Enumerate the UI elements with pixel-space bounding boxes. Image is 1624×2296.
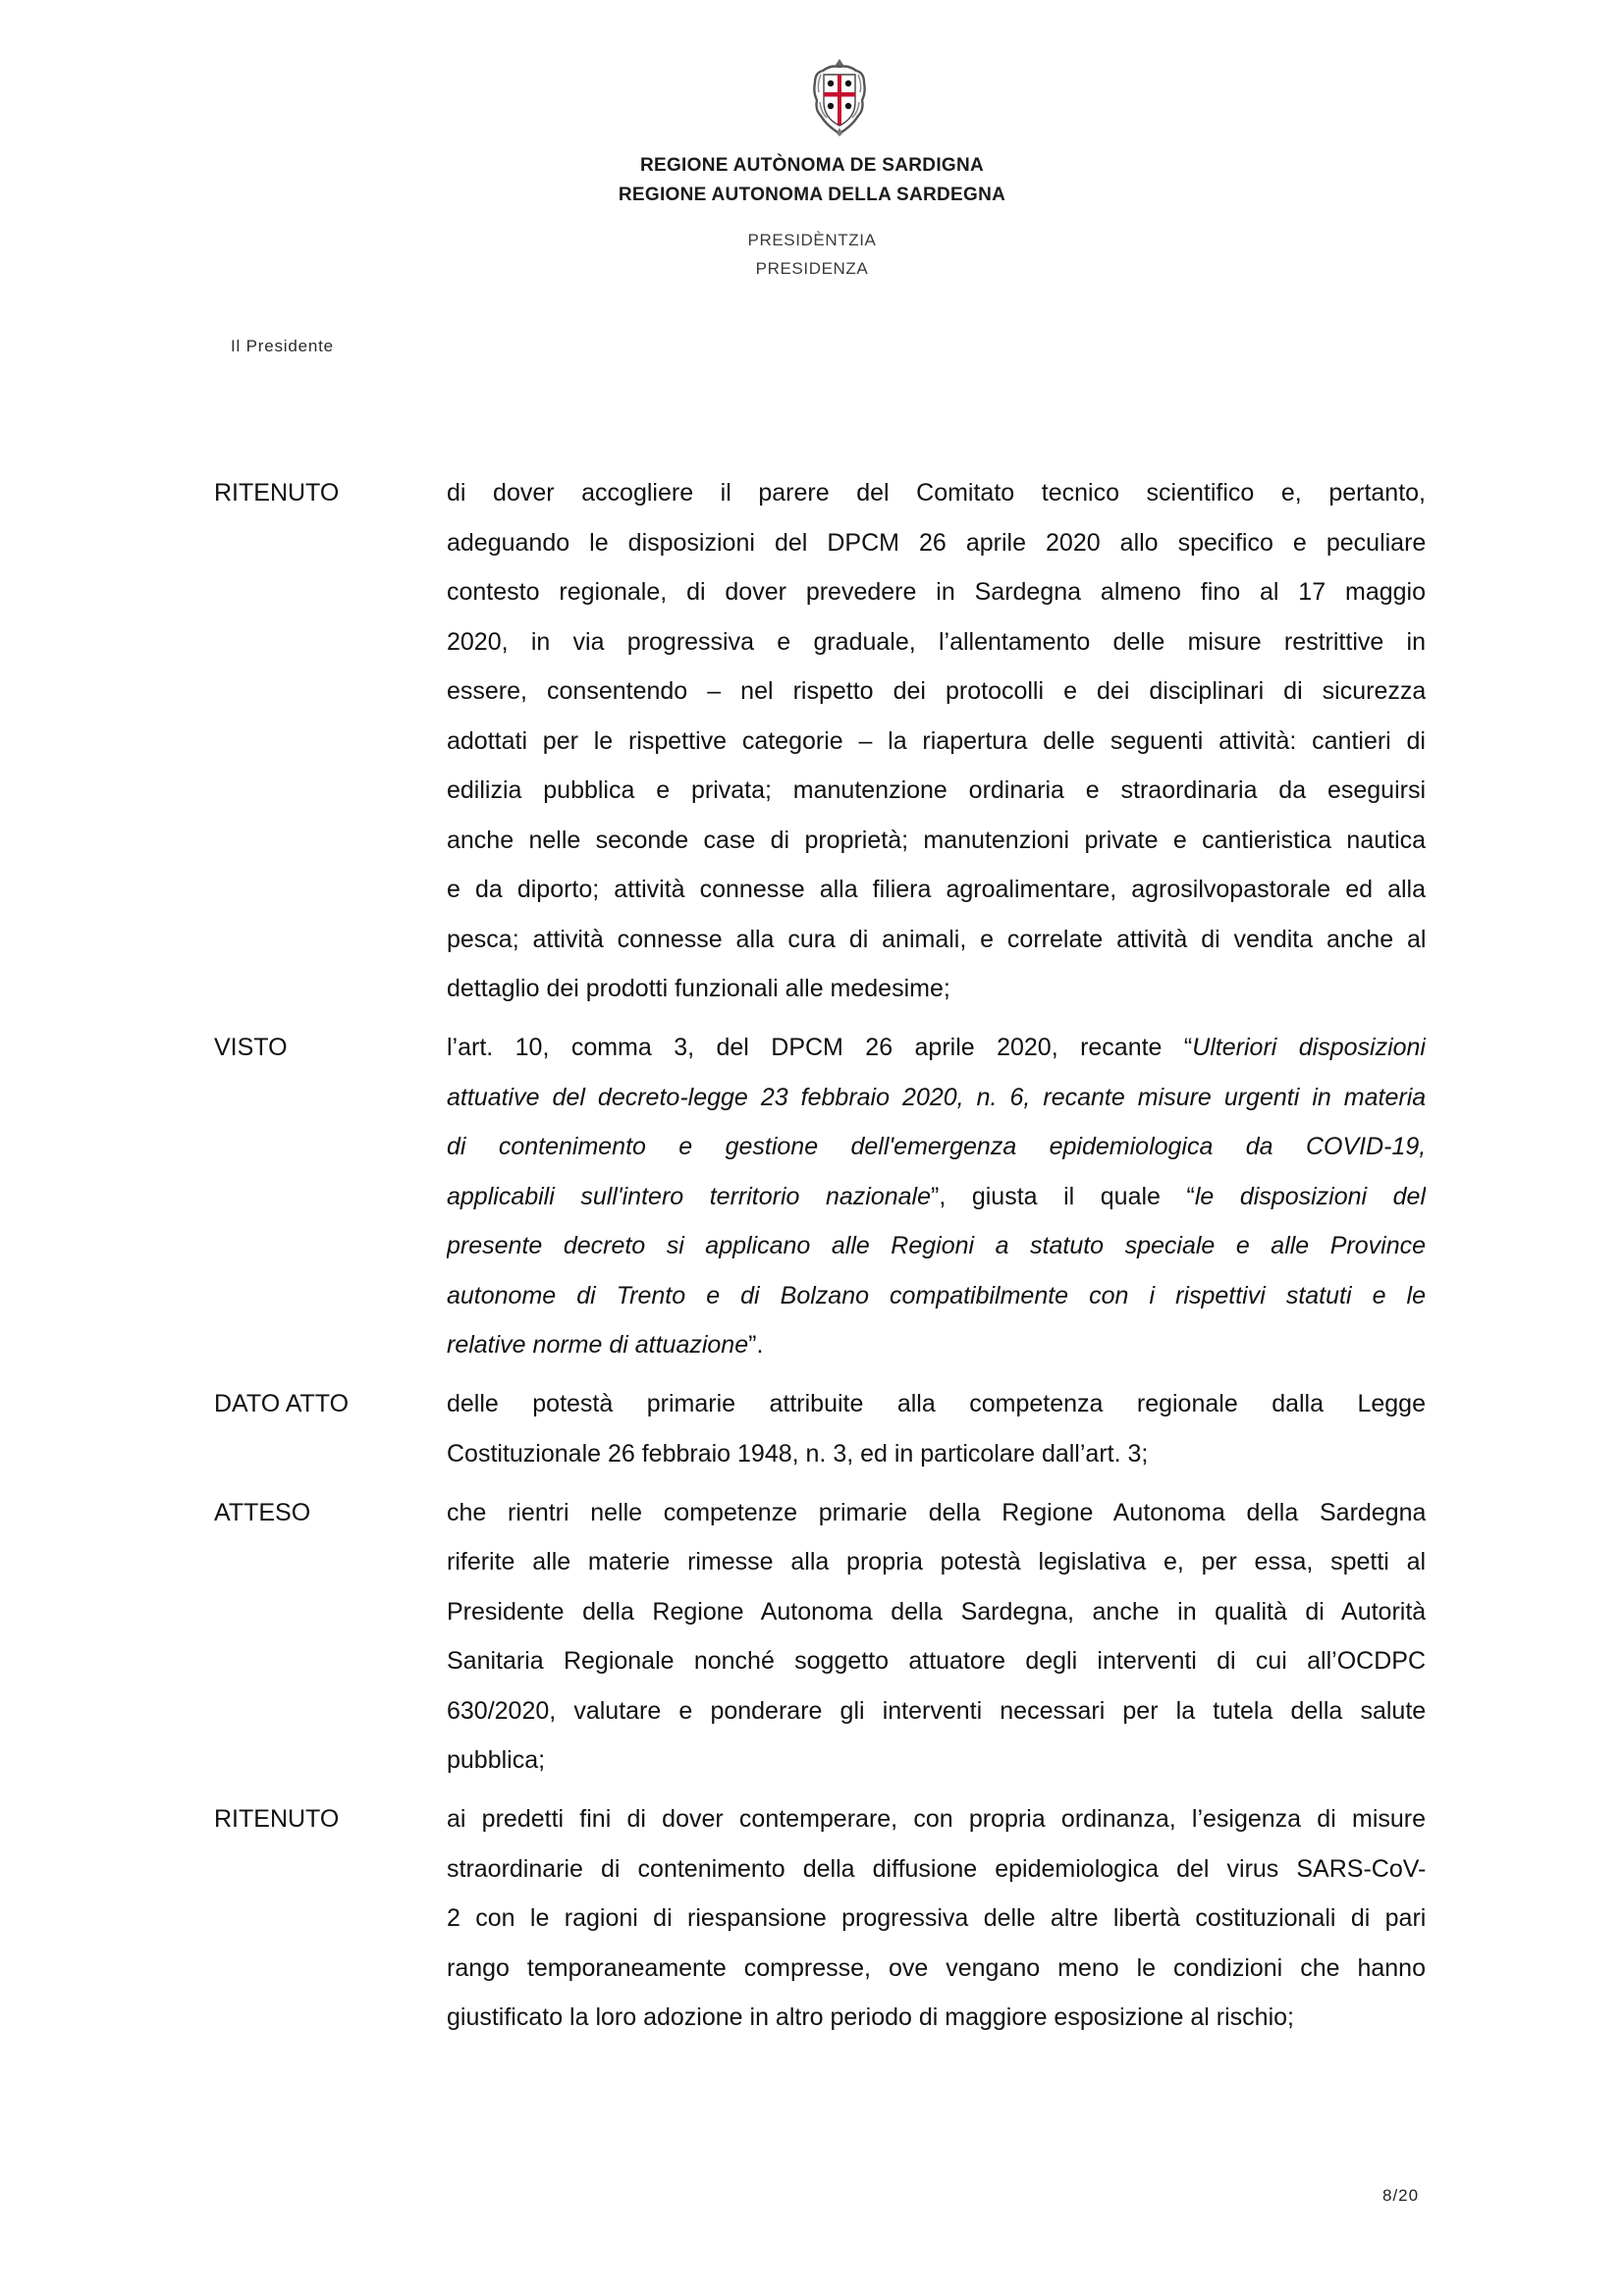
text-line: [447, 1587, 1426, 1637]
text-segment: anche nelle seconde case di proprietà; manutenzioni private e cantieristica nautica: [447, 826, 1426, 854]
text-line: [447, 1686, 1426, 1736]
quoted-italic-text: applicabili sull'intero territorio nazionale: [447, 1182, 932, 1210]
text-segment: 630/2020, valutare e ponderare gli interventi necessari per la tutela della salute: [447, 1696, 1426, 1725]
text-line: [447, 1379, 1426, 1429]
recital-label: RITENUTO: [214, 479, 340, 507]
recital-text: [447, 468, 1426, 1014]
text-segment: rango temporaneamente compresse, ove vengano meno le condizioni che hanno: [447, 1953, 1426, 1982]
text-segment: Sanitaria Regionale nonché soggetto attuatore degli interventi di cui all’OCDPC: [447, 1647, 1426, 1675]
text-segment: Presidente della Regione Autonoma della Sardegna, anche in qualità di Autorità: [447, 1597, 1426, 1626]
text-line: [447, 1636, 1426, 1686]
recital-text: [447, 1794, 1426, 2043]
text-segment: e da diporto; attività connesse alla filiera agroalimentare, agrosilvopastorale ed alla: [447, 876, 1426, 903]
text-line: [447, 816, 1426, 866]
text-line: [447, 1429, 1426, 1479]
text-line: [447, 1023, 1426, 1073]
recital-text: [447, 1379, 1426, 1478]
text-segment: giustificato la loro adozione in altro periodo di maggiore esposizione al rischio;: [447, 2003, 1294, 2031]
text-segment: che rientri nelle competenze primarie della Regione Autonoma della Sardegna: [447, 1498, 1426, 1526]
text-segment: straordinarie di contenimento della diffusione epidemiologica del virus SARS-CoV-: [447, 1854, 1426, 1883]
text-segment: edilizia pubblica e privata; manutenzione ordinaria e straordinaria da eseguirsi: [447, 776, 1426, 804]
text-line: [447, 1894, 1426, 1944]
text-line: [447, 1488, 1426, 1538]
text-line: [447, 1073, 1426, 1123]
office-name-sardinian: PRESIDÈNTZIA: [747, 231, 877, 249]
text-line: [447, 667, 1426, 717]
text-line: [447, 1122, 1426, 1172]
text-line: [447, 915, 1426, 965]
text-segment: riferite alle materie rimesse alla propria potestà legislativa e, per essa, spetti al: [447, 1548, 1426, 1575]
recital-block: [214, 468, 1428, 1014]
quoted-italic-text: attuative del decreto-legge 23 febbraio 2020, n. 6, recante misure urgenti in materia: [447, 1083, 1426, 1111]
recital-text: [447, 1023, 1426, 1370]
text-segment: adeguando le disposizioni del DPCM 26 aprile 2020 allo specifico e peculiare: [447, 528, 1426, 557]
text-line: [447, 1735, 1426, 1786]
text-segment: di dover accogliere il parere del Comitato tecnico scientifico e, pertanto,: [447, 479, 1426, 507]
recital-block: [214, 1794, 1428, 2043]
text-line: [447, 1844, 1426, 1895]
office-name-italian: PRESIDENZA: [755, 259, 869, 278]
text-line: [447, 865, 1426, 915]
text-line: [447, 468, 1426, 518]
text-segment: essere, consentendo – nel rispetto dei protocolli e dei disciplinari di sicurezza: [447, 677, 1426, 705]
quoted-italic-text: Ulteriori disposizioni: [1192, 1034, 1426, 1061]
text-line: [447, 1221, 1426, 1271]
text-line: [447, 1993, 1426, 2043]
text-segment: ”, giusta il quale “: [931, 1182, 1195, 1210]
text-line: [447, 1944, 1426, 1994]
text-segment: ”.: [748, 1331, 764, 1359]
text-segment: Costituzionale 26 febbraio 1948, n. 3, ed in particolare dall’art. 3;: [447, 1439, 1149, 1468]
text-segment: delle potestà primarie attribuite alla competenza regionale dalla Legge: [447, 1390, 1426, 1417]
text-line: [447, 617, 1426, 667]
text-line: [447, 1537, 1426, 1587]
text-segment: 2020, in via progressiva e graduale, l’allentamento delle misure restrittive in: [447, 627, 1426, 656]
recital-label: VISTO: [214, 1034, 288, 1061]
quoted-italic-text: le disposizioni del: [1194, 1182, 1426, 1210]
recital-block: [214, 1488, 1428, 1786]
text-segment: 2 con le ragioni di riespansione progressiva delle altre libertà costituzionali di pari: [447, 1904, 1426, 1932]
recital-label: ATTESO: [214, 1498, 311, 1526]
text-segment: dettaglio dei prodotti funzionali alle medesime;: [447, 975, 950, 1002]
text-line: [447, 567, 1426, 617]
text-line: [447, 766, 1426, 816]
quoted-italic-text: autonome di Trento e di Bolzano compatibilmente con i rispettivi statuti e le: [447, 1281, 1426, 1309]
quoted-italic-text: di contenimento e gestione dell'emergenza epidemiologica da COVID-19,: [447, 1133, 1426, 1160]
text-segment: adottati per le rispettive categorie – la riapertura delle seguenti attività: cantieri di: [447, 726, 1426, 755]
recital-text: [447, 1488, 1426, 1786]
sender-label: Il Presidente: [231, 337, 334, 355]
region-name-sardinian: REGIONE AUTÒNOMA DE SARDIGNA: [639, 155, 985, 176]
text-line: [447, 1794, 1426, 1844]
recital-block: [214, 1023, 1428, 1370]
text-segment: l’art. 10, comma 3, del DPCM 26 aprile 2020, recante “: [447, 1034, 1193, 1061]
document-body: [214, 468, 1428, 2052]
text-line: [447, 1320, 1426, 1370]
quoted-italic-text: presente decreto si applicano alle Regioni a statuto speciale e alle Province: [447, 1232, 1426, 1259]
sardinia-coat-of-arms-icon: [809, 57, 870, 137]
recital-label: RITENUTO: [214, 1805, 340, 1833]
page-number: 8/20: [1382, 2186, 1420, 2205]
text-segment: ai predetti fini di dover contemperare, con propria ordinanza, l’esigenza di misure: [447, 1805, 1426, 1833]
text-line: [447, 1172, 1426, 1222]
quoted-italic-text: relative norme di attuazione: [447, 1331, 749, 1359]
text-line: [447, 518, 1426, 568]
recital-label: DATO ATTO: [214, 1390, 350, 1417]
region-name-italian: REGIONE AUTONOMA DELLA SARDEGNA: [618, 185, 1006, 205]
text-line: [447, 1271, 1426, 1321]
text-segment: pubblica;: [447, 1746, 546, 1774]
text-line: [447, 717, 1426, 767]
recital-block: [214, 1379, 1428, 1478]
text-segment: pesca; attività connesse alla cura di animali, e correlate attività di vendita anche al: [447, 925, 1426, 953]
text-segment: contesto regionale, di dover prevedere in Sardegna almeno fino al 17 maggio: [447, 578, 1426, 606]
text-line: [447, 964, 1426, 1014]
